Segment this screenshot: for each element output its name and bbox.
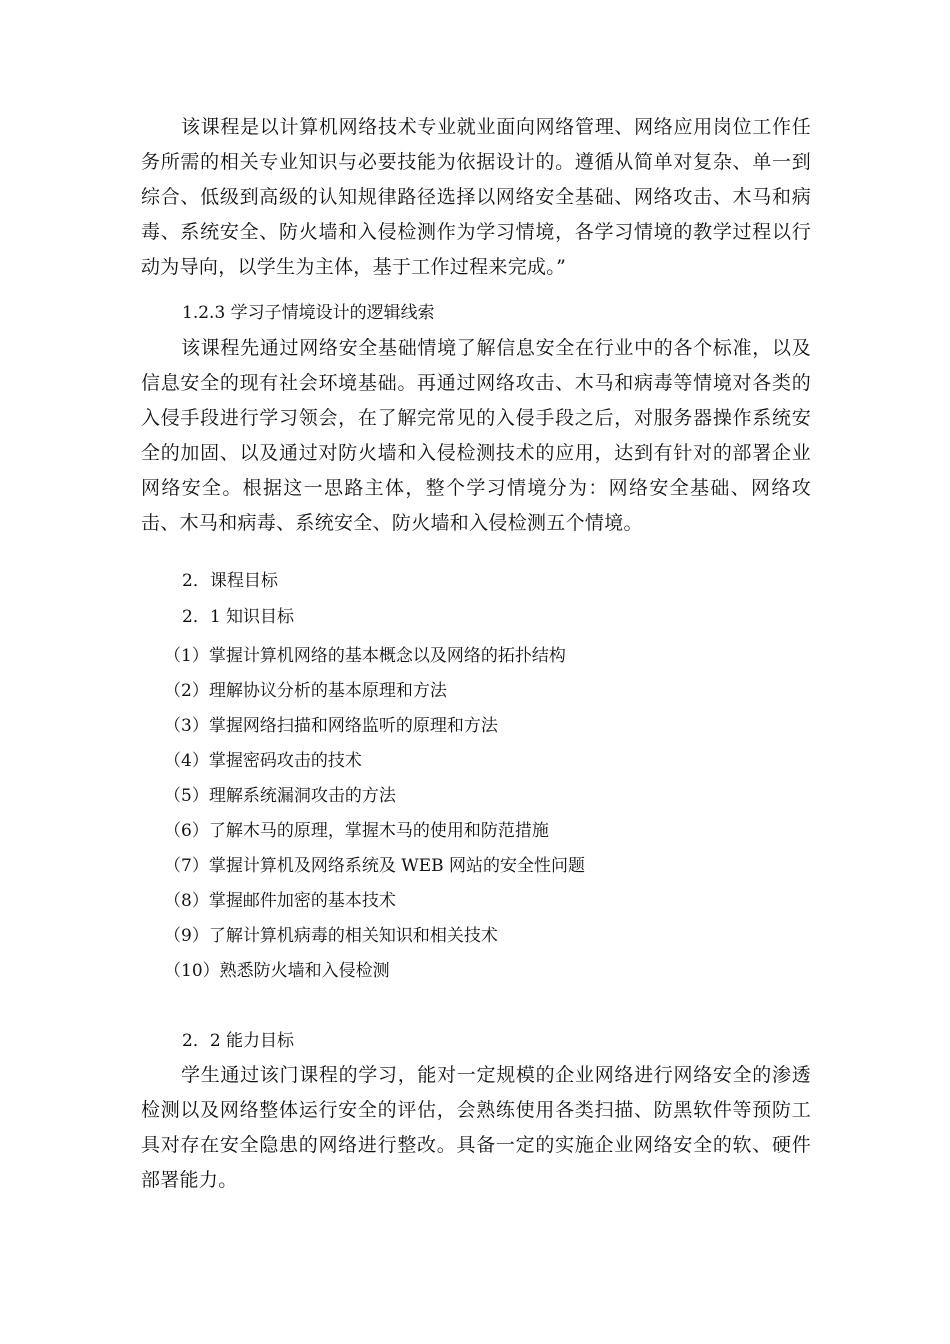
section-2-heading: 2．课程目标 <box>182 571 278 591</box>
list-item: （3）掌握网络扫描和网络监听的原理和方法 <box>164 716 498 736</box>
knowledge-goals-list <box>164 644 585 994</box>
list-item: （6）了解木马的原理，掌握木马的使用和防范措施 <box>164 821 549 841</box>
section-1-2-3-paragraph: 该课程先通过网络安全基础情境了解信息安全在行业中的各个标准，以及信息安全的现有社会环境基础。再通过网络攻击、木马和病毒等情境对各类的入侵手段进行学习领会，在了解完常见的入侵手段之后，对服务器操作系统安全的加固、以及通过对防火墙和入侵检测技术的应用，达到有针对的部署企业网络安全。根据这一思路主体，整个学习情境分为：网络安全基础、网络攻击、木马和病毒、系统安全、防火墙和入侵检测五个情境。 <box>141 337 811 534</box>
section-2-2-paragraph: 学生通过该门课程的学习，能对一定规模的企业网络进行网络安全的渗透检测以及网络整体运行安全的评估，会熟练使用各类扫描、防黑软件等预防工具对存在安全隐患的网络进行整改。具备一定的实施企业网络安全的软、硬件部署能力。 <box>141 1064 811 1191</box>
list-item: （4）掌握密码攻击的技术 <box>164 751 362 771</box>
list-item: （1）掌握计算机网络的基本概念以及网络的拓扑结构 <box>164 646 566 666</box>
list-item: （8）掌握邮件加密的基本技术 <box>164 891 396 911</box>
list-item: （9）了解计算机病毒的相关知识和相关技术 <box>164 926 498 946</box>
list-item: （10）熟悉防火墙和入侵检测 <box>164 961 390 981</box>
section-2-1-heading: 2．1 知识目标 <box>182 607 295 627</box>
list-item: （5）理解系统漏洞攻击的方法 <box>164 786 396 806</box>
list-item: （2）理解协议分析的基本原理和方法 <box>164 681 447 701</box>
list-item: （7）掌握计算机及网络系统及 WEB 网站的安全性问题 <box>164 856 585 876</box>
section-2-2-heading: 2．2 能力目标 <box>182 1031 295 1051</box>
intro-paragraph: 该课程是以计算机网络技术专业就业面向网络管理、网络应用岗位工作任务所需的相关专业知识与必要技能为依据设计的。遵循从简单对复杂、单一到综合、低级到高级的认知规律路径选择以网络安全基础、网络攻击、木马和病毒、系统安全、防火墙和入侵检测作为学习情境，各学习情境的教学过程以行动为导向，以学生为主体，基于工作过程来完成。” <box>141 116 811 278</box>
section-1-2-3-heading: 1.2.3 学习子情境设计的逻辑线索 <box>182 303 435 323</box>
